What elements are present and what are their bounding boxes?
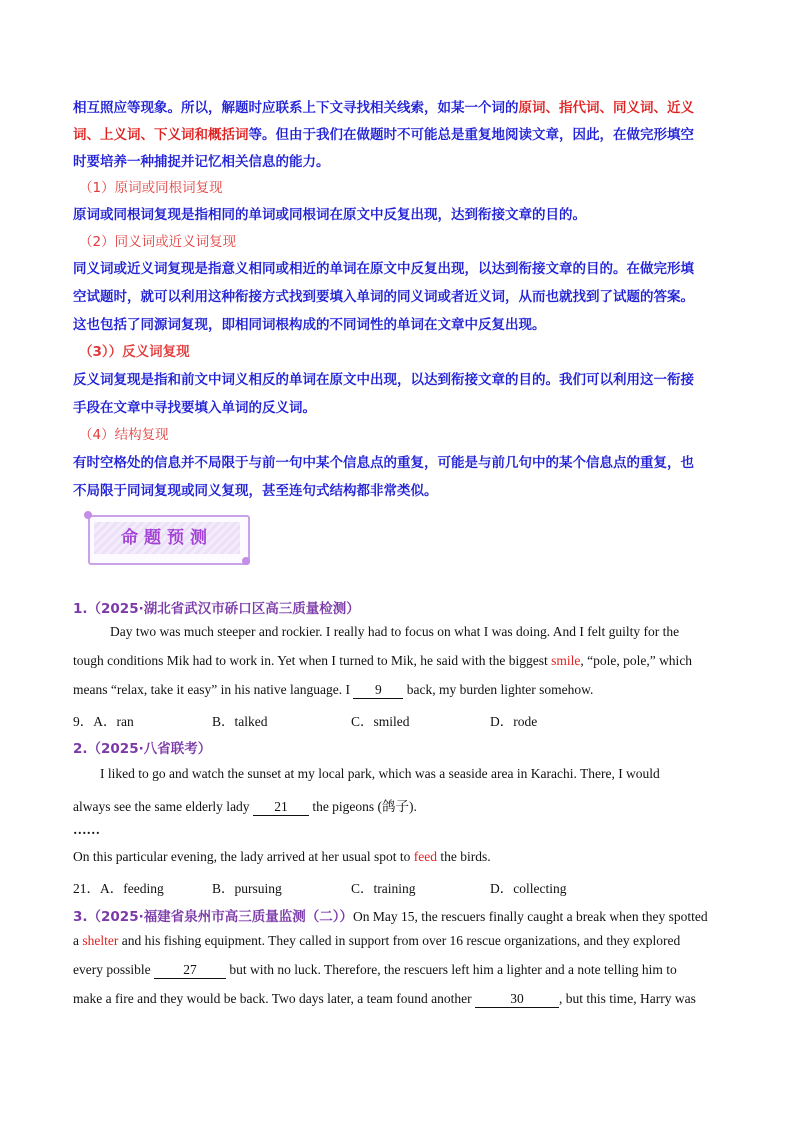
passage-line <box>73 795 417 816</box>
question-source: 1.（2025·湖北省武汉市硚口区高三质量检测） <box>73 601 360 617</box>
section-heading: （4）结构复现 <box>79 427 169 443</box>
section-body-line: 手段在文章中寻找要填入单词的反义词。 <box>73 400 316 416</box>
intro-text: 等。但由于我们在做题时不可能总是重复地阅读文章，因此，在做完形填空 <box>248 127 694 143</box>
passage-text: every possible <box>73 962 154 977</box>
section-banner <box>84 509 258 567</box>
passage-line <box>73 682 593 699</box>
passage-text: tough conditions Mik had to work in. Yet when I turned to Mik, he said with the biggest <box>73 653 552 668</box>
option-d[interactable]: D．collecting <box>490 881 567 896</box>
passage-line <box>73 653 692 669</box>
passage-line <box>73 962 677 979</box>
option-a[interactable]: 9．A．ran <box>73 714 134 729</box>
question-source: 2.（2025·八省联考） <box>73 741 212 757</box>
passage-text: the birds. <box>437 849 491 864</box>
passage-text: On May 15, the rescuers finally caught a break when they spotted <box>352 909 708 924</box>
section-body-line: 同义词或近义词复现是指意义相同或相近的单词在原文中反复出现，以达到衔接文章的目的。在做完形填 <box>73 261 694 277</box>
section-body-line: 有时空格处的信息并不局限于与前一句中某个信息点的重复，可能是与前几句中的某个信息点的重复，也 <box>73 455 694 471</box>
passage-text: , “pole, pole,” which <box>580 653 693 668</box>
intro-line-1 <box>73 96 694 116</box>
answer-blank[interactable]: 21 <box>253 799 309 816</box>
section-heading: （2）同义词或近义词复现 <box>79 234 237 250</box>
option-b[interactable]: B．talked <box>212 714 268 729</box>
passage-line: I liked to go and watch the sunset at my local park, which was a seaside area in Karachi. There, I would <box>100 766 660 781</box>
passage-text: and his fishing equipment. They called in support from over 16 rescue organizations, and they explored <box>118 933 681 948</box>
passage-text: back, my burden lighter somehow. <box>403 682 594 697</box>
highlight-word: feed <box>413 849 438 864</box>
passage-line <box>73 849 491 865</box>
option-d[interactable]: D．rode <box>490 714 538 729</box>
passage-line: Day two was much steeper and rockier. I really had to focus on what I was doing. And I felt guilty for the <box>110 624 680 639</box>
passage-text: the pigeons (鸽子). <box>308 799 417 814</box>
answer-blank[interactable]: 30 <box>475 991 559 1008</box>
option-b[interactable]: B．pursuing <box>212 881 282 896</box>
section-body-line: 反义词复现是指和前文中词义相反的单词在原文中出现，以达到衔接文章的目的。我们可以利用这一衔接 <box>73 372 694 388</box>
section-body-line: 不局限于同词复现或同义复现，甚至连句式结构都非常类似。 <box>73 483 438 499</box>
passage-text: means “relax, take it easy” in his native language. I <box>73 682 354 697</box>
answer-blank[interactable]: 9 <box>353 682 403 699</box>
passage-text: On this particular evening, the lady arrived at her usual spot to <box>73 849 414 864</box>
banner-dot-icon <box>242 557 250 565</box>
intro-keywords: 词、上义词、下义词和概括词 <box>73 127 249 143</box>
section-body-line: 空试题时，就可以利用这种衔接方式找到要填入单词的同义词或者近义词，从而也就找到了试题的答案。 <box>73 289 694 305</box>
section-heading: （3））反义词复现 <box>79 344 190 360</box>
intro-line-2 <box>73 123 694 143</box>
highlight-word: shelter <box>82 933 119 948</box>
answer-blank[interactable]: 27 <box>154 962 226 979</box>
intro-line-3: 时要培养一种捕捉并记忆相关信息的能力。 <box>73 154 330 170</box>
option-c[interactable]: C．smiled <box>351 714 410 729</box>
intro-keywords: 原词、指代词、同义词、近义 <box>518 100 694 116</box>
section-heading: （1）原词或同根词复现 <box>79 180 223 196</box>
banner-dot-icon <box>84 511 92 519</box>
highlight-word: smile <box>551 653 581 668</box>
section-body-line: 原词或同根词复现是指相同的单词或同根词在原文中反复出现，达到衔接文章的目的。 <box>73 207 586 223</box>
passage-text: but with no luck. Therefore, the rescuers left him a lighter and a note telling him to <box>225 962 677 977</box>
question-source: 3.（2025·福建省泉州市高三质量监测（二）） <box>73 909 353 925</box>
banner-title: 命题预测 <box>121 528 213 548</box>
option-a[interactable]: 21．A．feeding <box>73 881 164 896</box>
passage-line <box>73 991 696 1008</box>
passage-line <box>73 933 680 949</box>
passage-text: make a fire and they would be back. Two days later, a team found another <box>73 991 475 1006</box>
section-body-line: 这也包括了同源词复现，即相同词根构成的不同词性的单词在文章中反复出现。 <box>73 317 546 333</box>
passage-text: , but this time, Harry was <box>559 991 696 1006</box>
passage-text: a <box>73 933 83 948</box>
option-c[interactable]: C．training <box>351 881 416 896</box>
ellipsis: …… <box>73 822 100 837</box>
intro-text: 相互照应等现象。所以，解题时应联系上下文寻找相关线索，如某一个词的 <box>73 100 519 116</box>
passage-text: always see the same elderly lady <box>73 799 253 814</box>
passage-line <box>73 905 708 926</box>
